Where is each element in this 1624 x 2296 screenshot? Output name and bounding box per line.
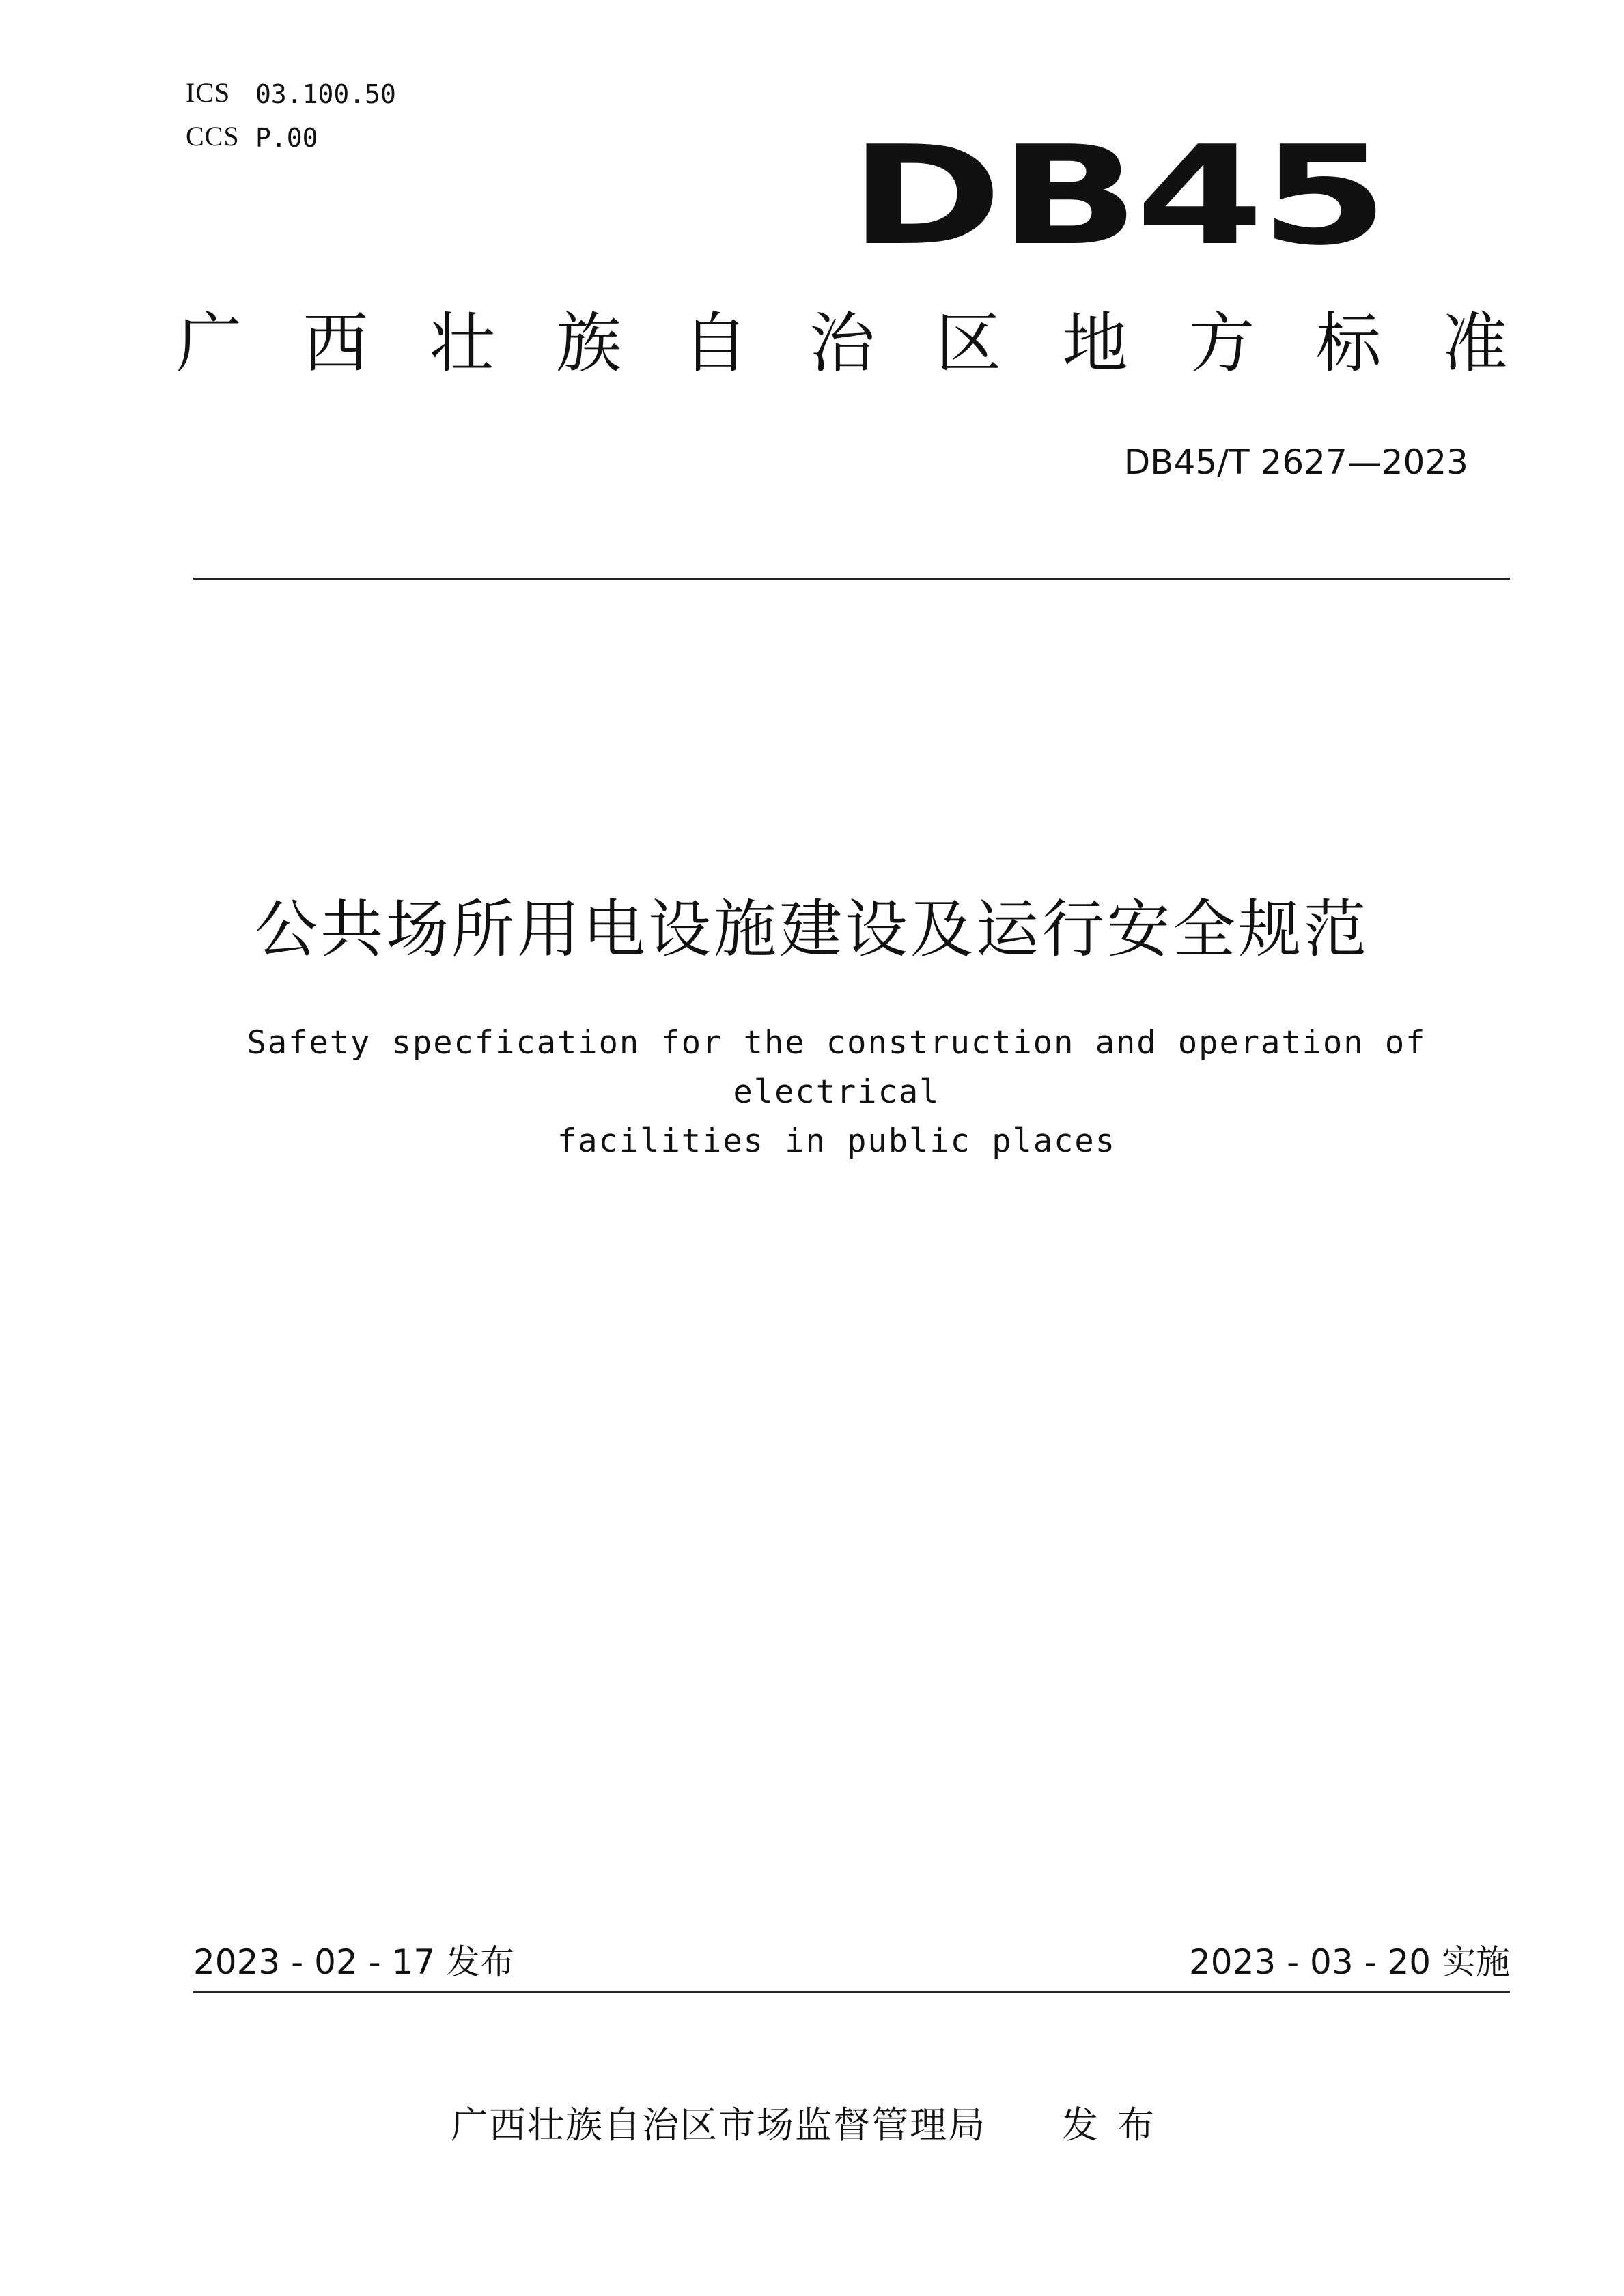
ics-code: 03.100.50 — [255, 79, 396, 109]
category-char: 族 — [556, 305, 622, 382]
title-english-line-2: facilities in public places — [557, 1122, 1116, 1160]
title-english — [171, 1019, 1502, 1166]
category-char: 西 — [303, 305, 369, 382]
issue-date: 2023 - 02 - 17 发布 — [193, 1942, 515, 1982]
title-chinese: 公共场所用电设施建设及运行安全规范 — [254, 893, 1369, 966]
ccs-code: P.00 — [255, 123, 318, 153]
title-english-line-1: Safety specfication for the construction and operation of electrical — [247, 1024, 1427, 1111]
category-char: 自 — [682, 305, 748, 382]
ics-label: ICS — [186, 77, 231, 108]
category-char: 方 — [1189, 305, 1255, 382]
standard-mark: DB45 — [849, 117, 1385, 276]
publisher — [0, 2096, 1624, 2149]
standard-category-title — [176, 305, 1508, 382]
header-divider — [193, 578, 1510, 580]
category-char: 区 — [936, 305, 1002, 382]
implementation-date: 2023 - 03 - 20 实施 — [1188, 1942, 1510, 1982]
publisher-name: 广西壮族自治区市场监督管理局 — [451, 2103, 986, 2146]
category-char: 壮 — [429, 305, 495, 382]
footer-divider — [193, 1991, 1510, 1993]
ccs-label: CCS — [186, 121, 240, 152]
standard-number: DB45/T 2627—2023 — [1123, 442, 1468, 482]
category-char: 广 — [176, 305, 242, 382]
category-char: 准 — [1442, 305, 1508, 382]
category-char: 标 — [1315, 305, 1382, 382]
category-char: 地 — [1062, 305, 1128, 382]
category-char: 治 — [809, 305, 875, 382]
publisher-action: 发布 — [1061, 2103, 1173, 2146]
